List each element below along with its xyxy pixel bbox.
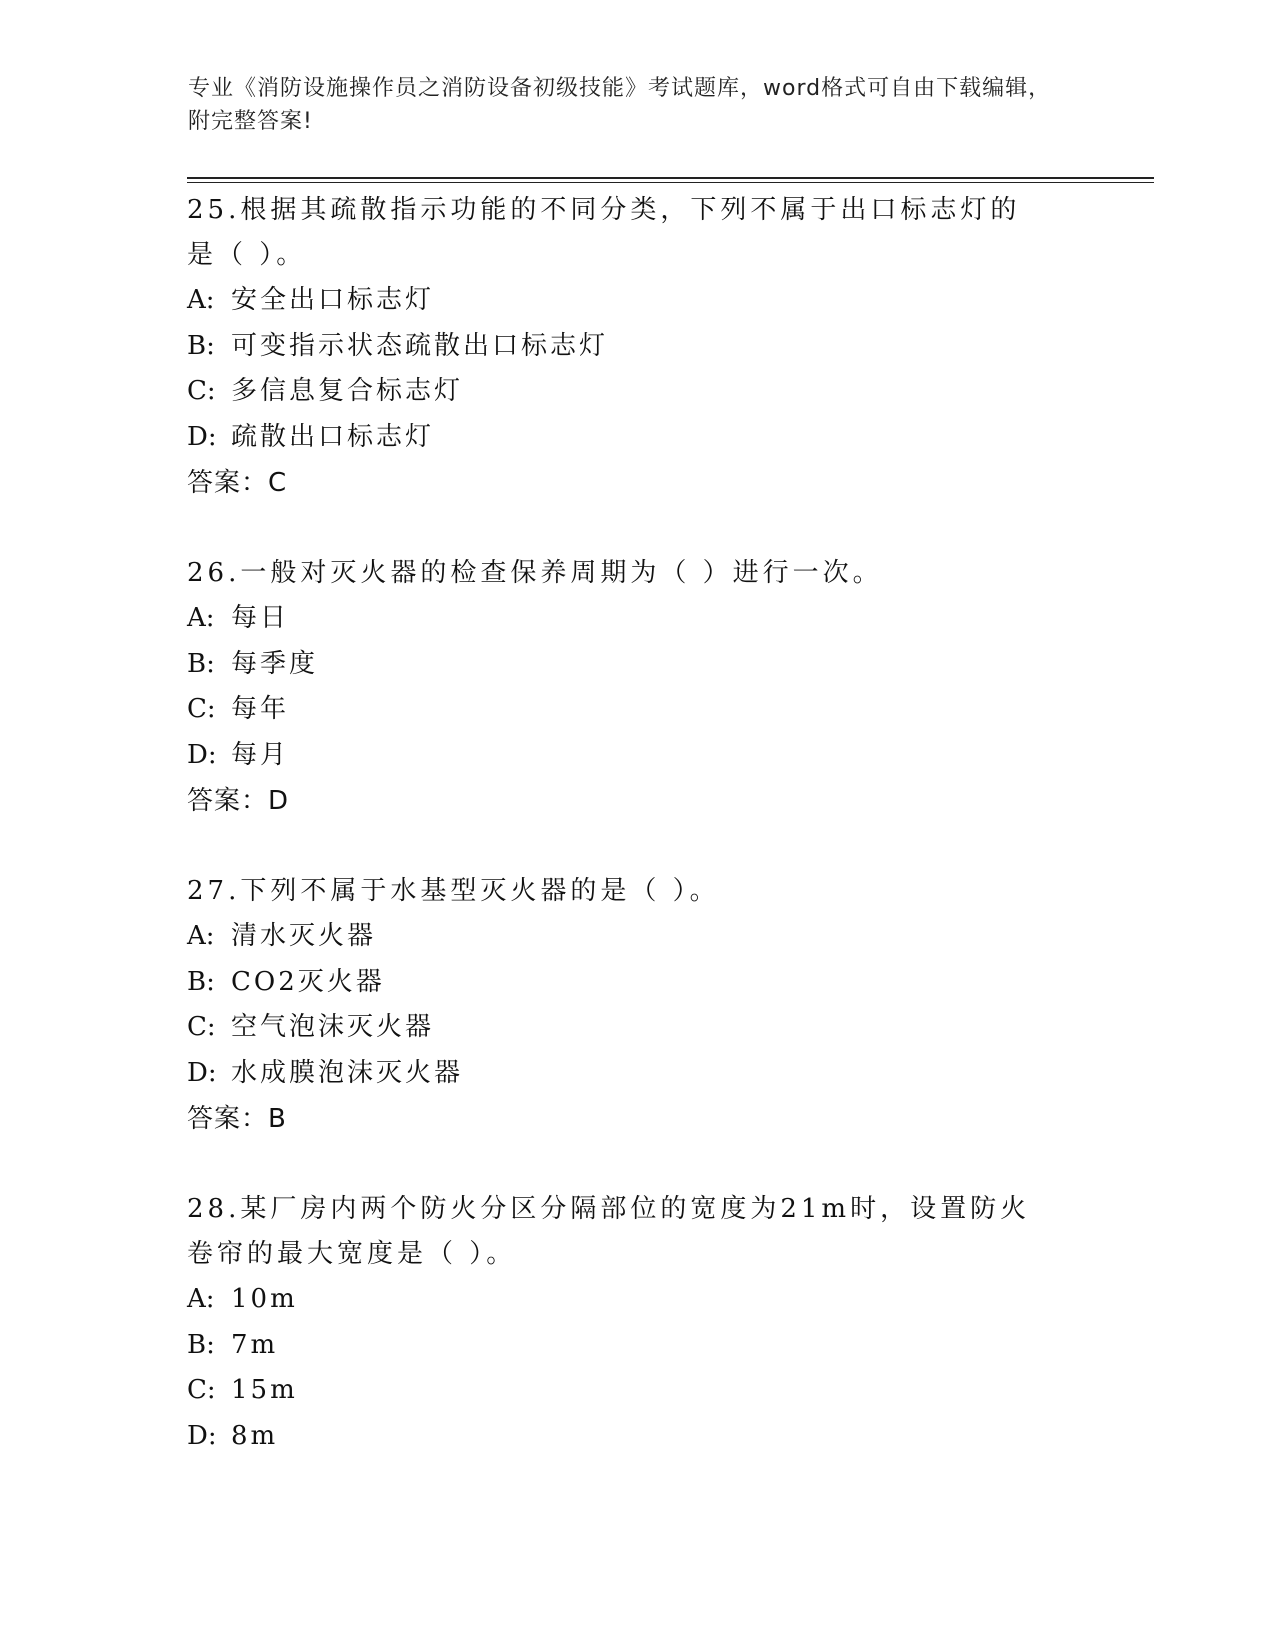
option-c	[187, 687, 1087, 733]
question-list	[187, 188, 1087, 1504]
option-text: 7m	[231, 1329, 279, 1360]
answer-line: 答案：B	[187, 1104, 287, 1134]
option-text: CO2灭火器	[231, 966, 385, 997]
option-text: 15m	[231, 1375, 298, 1405]
option-c	[187, 1005, 1087, 1051]
option-b	[187, 960, 1087, 1006]
option-text: 可变指示状态疏散出口标志灯	[231, 330, 609, 361]
question-27	[187, 869, 1087, 1142]
option-a	[187, 914, 1087, 960]
option-label: B:	[187, 966, 215, 997]
option-label: B:	[187, 1329, 215, 1360]
option-b	[187, 642, 1087, 688]
header-divider-top	[187, 177, 1154, 179]
answer-line: 答案：C	[187, 468, 288, 498]
option-text: 每年	[231, 694, 290, 724]
option-label: A:	[187, 921, 215, 951]
option-label: D:	[187, 1420, 217, 1451]
header-divider-bottom	[187, 182, 1154, 183]
document-header	[188, 72, 1068, 138]
option-c	[187, 369, 1087, 415]
option-label: C:	[187, 694, 216, 724]
option-text: 安全出口标志灯	[231, 285, 435, 315]
option-text: 疏散出口标志灯	[231, 421, 435, 452]
option-a	[187, 278, 1087, 324]
question-text: 26.一般对灭火器的检查保养周期为（ ）进行一次。	[187, 558, 883, 588]
option-text: 多信息复合标志灯	[231, 376, 464, 406]
option-d	[187, 415, 1087, 461]
option-label: A:	[187, 1284, 215, 1314]
option-c	[187, 1368, 1087, 1414]
option-d	[187, 733, 1087, 779]
option-label: B:	[187, 648, 215, 679]
option-label: D:	[187, 421, 217, 452]
option-b	[187, 324, 1087, 370]
question-26	[187, 551, 1087, 824]
question-28	[187, 1187, 1087, 1459]
header-title: 专业《消防设施操作员之消防设备初级技能》考试题库，word格式可自由下载编辑，附完整答案!	[188, 76, 1052, 134]
option-label: C:	[187, 376, 216, 406]
option-label: D:	[187, 1057, 217, 1088]
option-label: C:	[187, 1375, 216, 1405]
question-text: 27.下列不属于水基型灭火器的是（ ）。	[187, 876, 720, 906]
option-text: 清水灭火器	[231, 921, 377, 951]
option-text: 每月	[231, 739, 290, 770]
option-a	[187, 596, 1087, 642]
option-label: A:	[187, 285, 215, 315]
question-25	[187, 188, 1087, 506]
question-text: 25.根据其疏散指示功能的不同分类，下列不属于出口标志灯的是（ ）。	[187, 195, 1021, 270]
answer-line: 答案：D	[187, 786, 290, 816]
question-text: 28.某厂房内两个防火分区分隔部位的宽度为21m时，设置防火卷帘的最大宽度是（ ）。	[187, 1194, 1031, 1269]
option-text: 每季度	[231, 648, 319, 679]
option-text: 水成膜泡沫灭火器	[231, 1057, 464, 1088]
option-text: 10m	[231, 1284, 298, 1314]
option-text: 8m	[231, 1420, 279, 1451]
option-label: D:	[187, 739, 217, 770]
option-b	[187, 1323, 1087, 1369]
option-a	[187, 1277, 1087, 1323]
option-label: C:	[187, 1012, 216, 1042]
option-text: 每日	[231, 603, 290, 633]
option-d	[187, 1051, 1087, 1097]
option-label: B:	[187, 330, 215, 361]
option-text: 空气泡沫灭火器	[231, 1012, 435, 1042]
option-d	[187, 1414, 1087, 1460]
option-label: A:	[187, 603, 215, 633]
